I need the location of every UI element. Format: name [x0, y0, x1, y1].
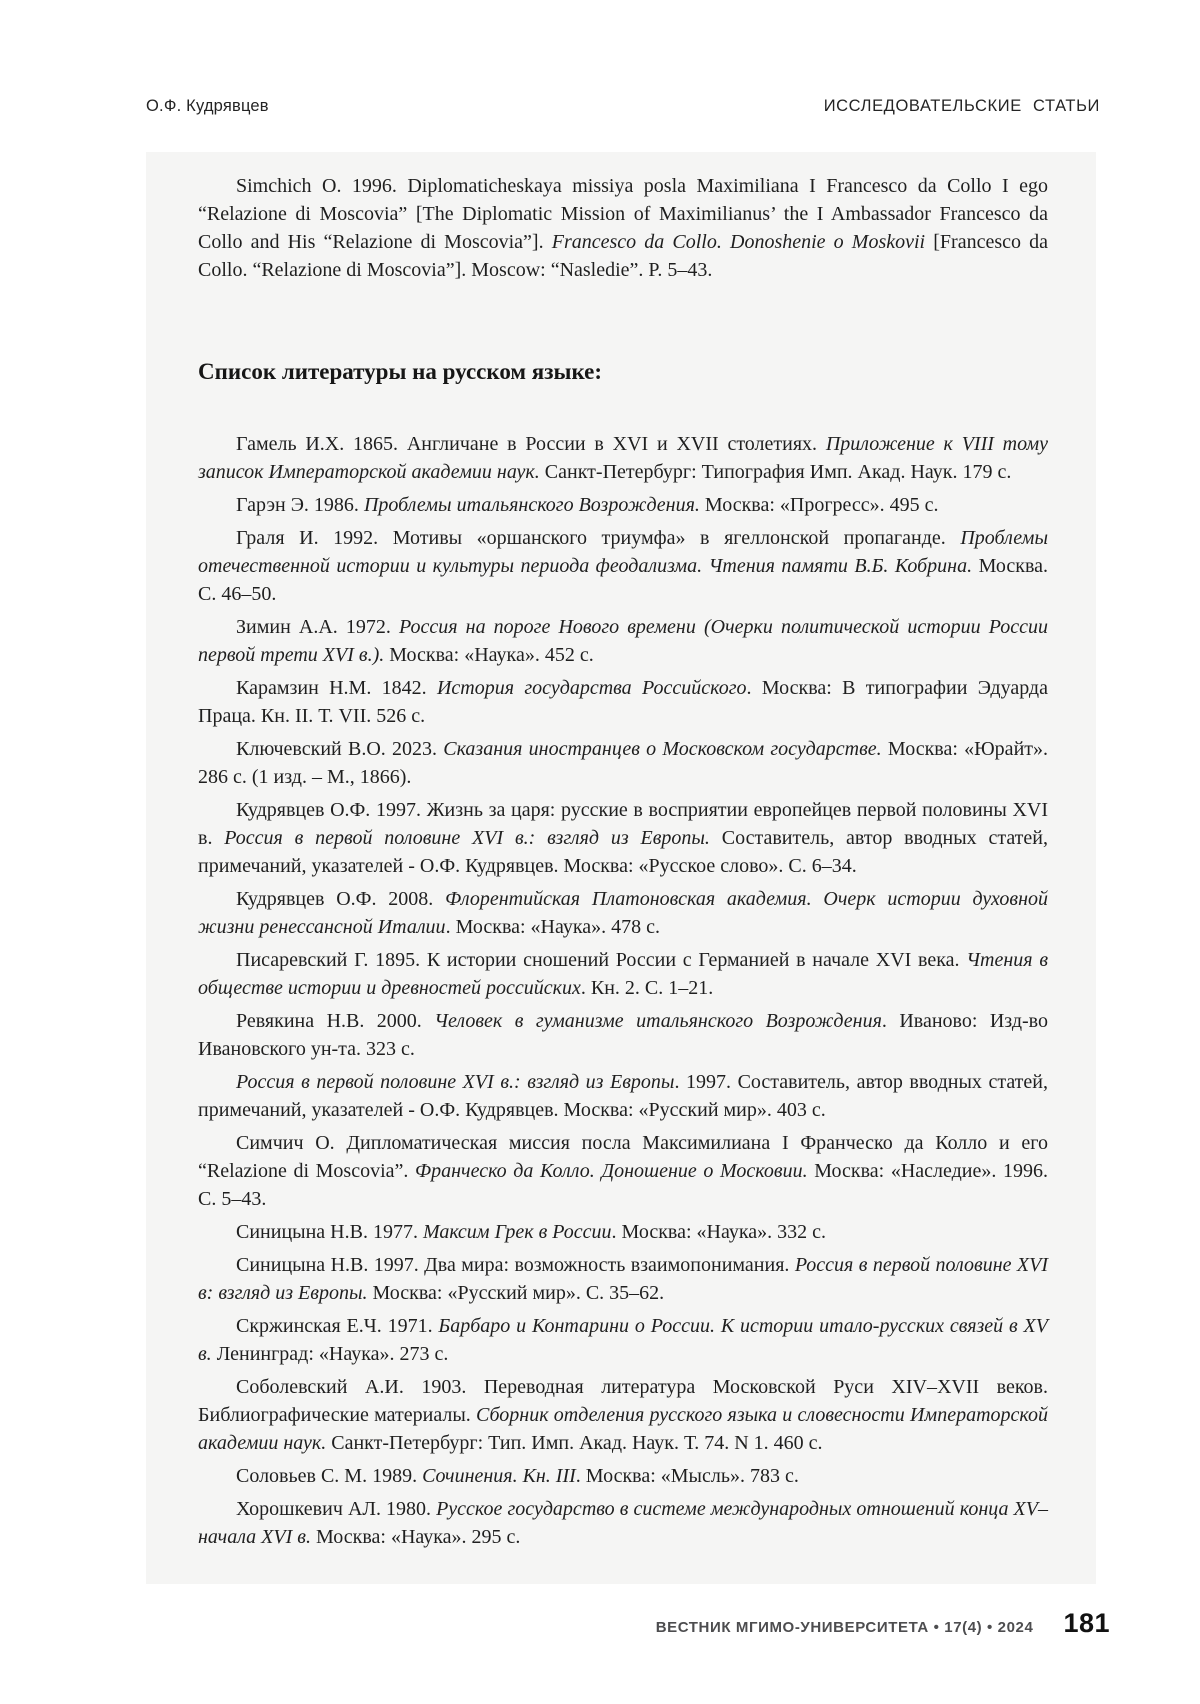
reference-title-italic: Барбаро и Контарини о России. К истории итало-русских связей в XV в.: [198, 1315, 1048, 1365]
header-author: О.Ф. Кудрявцев: [146, 97, 269, 115]
reference-title-italic: Россия в первой половине XVI в.: взгляд из Европы: [236, 1071, 675, 1093]
reference-text: . 1997. Составитель, автор вводных статей, примечаний, указателей - О.Ф. Кудрявцев. Москва: «Русский мир». 403 с.: [198, 1071, 1048, 1121]
section-heading: Список литературы на русском языке:: [198, 359, 602, 384]
running-head: [146, 97, 1100, 116]
reference-text: Москва: «Наука». 452 с.: [384, 644, 594, 666]
reference-text: Москва: «Наука». 295 с.: [310, 1526, 521, 1548]
reference-title-italic: Россия на пороге Нового времени (Очерки политической истории России первой трети XVI в.).: [198, 616, 1049, 666]
reference-text: Соловьев С. М. 1989.: [236, 1465, 423, 1487]
reference-entry: [198, 1068, 1048, 1124]
page-footer: [656, 1608, 1110, 1639]
reference-text: Москва: «Русский мир». С. 35–62.: [367, 1282, 665, 1304]
reference-entry: [198, 1129, 1048, 1213]
reference-entry: [198, 1007, 1048, 1063]
references-list: [198, 430, 1048, 1551]
reference-entry: [198, 524, 1048, 608]
reference-entry: [198, 1495, 1048, 1551]
content-panel: [146, 152, 1096, 1584]
reference-title-italic: Проблемы итальянского Возрождения.: [363, 494, 700, 516]
reference-text: Симчич О. Дипломатическая миссия посла Максимилиана I Франческо да Колло и его “Relazione di Moscovia”.: [198, 1132, 1048, 1182]
reference-entry: [198, 1218, 1048, 1246]
english-reference-entry: [198, 172, 1048, 284]
reference-text: Москва: «Прогресс». 495 с.: [699, 494, 939, 516]
reference-entry: [198, 613, 1048, 669]
reference-entry: [198, 1251, 1048, 1307]
footer-journal-line: ВЕСТНИК МГИМО-УНИВЕРСИТЕТА • 17(4) • 2024: [655, 1619, 1034, 1636]
reference-entry: [198, 885, 1048, 941]
reference-text: Карамзин Н.М. 1842.: [236, 677, 437, 699]
reference-text: [Francesco da Collo. “Relazione di Moscovia”]. Moscow: “Nasledie”. P. 5–43.: [198, 231, 1049, 281]
reference-text: Хорошкевич АЛ. 1980.: [236, 1498, 437, 1520]
reference-text: Санкт-Петербург: Типография Имп. Акад. Наук. 179 с.: [539, 461, 1012, 483]
reference-entry: [198, 674, 1048, 730]
reference-title-italic: Россия в первой половине XVI в: взгляд из Европы.: [198, 1254, 1048, 1304]
header-section-label: ИССЛЕДОВАТЕЛЬСКИЕ СТАТЬИ: [823, 97, 1100, 115]
reference-entry: [198, 1312, 1048, 1368]
reference-text: . Москва: В типографии Эдуарда Праца. Кн. II. Т. VII. 526 с.: [198, 677, 1048, 727]
reference-text: Скржинская Е.Ч. 1971.: [236, 1315, 439, 1337]
footer-page-number: 181: [1063, 1608, 1110, 1638]
reference-title-italic: Флорентийская Платоновская академия. Очерк истории духовной жизни ренессансной Италии: [198, 888, 1048, 938]
reference-title-italic: Россия в первой половине XVI в.: взгляд из Европы.: [224, 827, 710, 849]
reference-entry: [198, 946, 1048, 1002]
reference-text: . Москва: «Наука». 332 с.: [611, 1221, 827, 1243]
reference-title-italic: Проблемы отечественной истории и культуры периода феодализма. Чтения памяти В.Б. Кобрина.: [198, 527, 1048, 577]
reference-title-italic: Человек в гуманизме итальянского Возрождения: [434, 1010, 882, 1032]
reference-title-italic: Максим Грек в России: [422, 1221, 612, 1243]
reference-text: . Москва: «Наука». 478 с.: [445, 916, 661, 938]
reference-text: Составитель, автор вводных статей, примечаний, указателей - О.Ф. Кудрявцев. Москва: «Русское слово». С. 6–34.: [198, 827, 1049, 877]
reference-text: Ключевский В.О. 2023.: [236, 738, 444, 760]
reference-entry: [198, 491, 1048, 519]
reference-title-italic: Франческо да Колло. Доношение о Московии.: [415, 1160, 808, 1182]
reference-text: . Кн. 2. С. 1–21.: [580, 977, 714, 999]
reference-entry: [198, 735, 1048, 791]
reference-text: Ленинград: «Наука». 273 с.: [211, 1343, 449, 1365]
reference-title-italic: Сказания иностранцев о Московском государстве.: [443, 738, 882, 760]
reference-entry: [198, 430, 1048, 486]
reference-text: Синицына Н.В. 1977.: [236, 1221, 423, 1243]
reference-text: Граля И. 1992. Мотивы «оршанского триумфа» в ягеллонской пропаганде.: [236, 527, 961, 549]
reference-text: Гамель И.Х. 1865. Англичане в России в XVI и XVII столетиях.: [236, 433, 826, 455]
reference-title-italic: Чтения в обществе истории и древностей российских: [198, 949, 1049, 999]
reference-title-italic: Приложение к VIII тому записок Императорской академии наук.: [198, 433, 1048, 483]
reference-text: . Москва: «Мысль». 783 с.: [575, 1465, 799, 1487]
reference-entry: [198, 796, 1048, 880]
reference-text: . Иваново: Изд-во Ивановского ун-та. 323 с.: [198, 1010, 1048, 1060]
reference-text: Санкт-Петербург: Тип. Имп. Акад. Наук. Т. 74. N 1. 460 с.: [326, 1432, 823, 1454]
reference-entry: [198, 1373, 1048, 1457]
reference-text: Москва. С. 46–50.: [198, 555, 1048, 605]
reference-text: Синицына Н.В. 1997. Два мира: возможность взаимопонимания.: [236, 1254, 795, 1276]
reference-entry: [198, 1462, 1048, 1490]
reference-text: Писаревский Г. 1895. К истории сношений России с Германией в начале XVI века.: [236, 949, 967, 971]
reference-text: Зимин А.А. 1972.: [236, 616, 399, 638]
reference-text: Ревякина Н.В. 2000.: [236, 1010, 435, 1032]
reference-title-italic: Русское государство в системе международных отношений конца XV– начала XVI в.: [198, 1498, 1048, 1548]
reference-text: Гарэн Э. 1986.: [236, 494, 364, 516]
reference-title-italic: Сборник отделения русского языка и словесности Императорской академии наук.: [198, 1404, 1048, 1454]
reference-title-italic: Сочинения. Кн. III: [422, 1465, 576, 1487]
reference-text: Кудрявцев О.Ф. 2008.: [236, 888, 446, 910]
reference-text: Москва: «Наследие». 1996. С. 5–43.: [198, 1160, 1048, 1210]
reference-title-italic: Francesco da Collo. Donoshenie o Moskovii: [551, 231, 926, 253]
reference-text: Москва: «Юрайт». 286 с. (1 изд. – М., 1866).: [198, 738, 1049, 788]
reference-text: Кудрявцев О.Ф. 1997. Жизнь за царя: русские в восприятии европейцев первой половины XVI в.: [198, 799, 1048, 849]
reference-text: Simchich O. 1996. Diplomaticheskaya missiya posla Maximiliana I Francesco da Collo I ego “Relazione di Moscovia” [The Diplomatic Mission of Maximilianus’ the I Ambassador Francesco da Collo and His “Relazione di Moscovia”].: [198, 175, 1048, 253]
reference-title-italic: История государства Российского: [436, 677, 747, 699]
reference-text: Соболевский А.И. 1903. Переводная литература Московской Руси XIV–XVII веков. Библиографические материалы.: [198, 1376, 1048, 1426]
